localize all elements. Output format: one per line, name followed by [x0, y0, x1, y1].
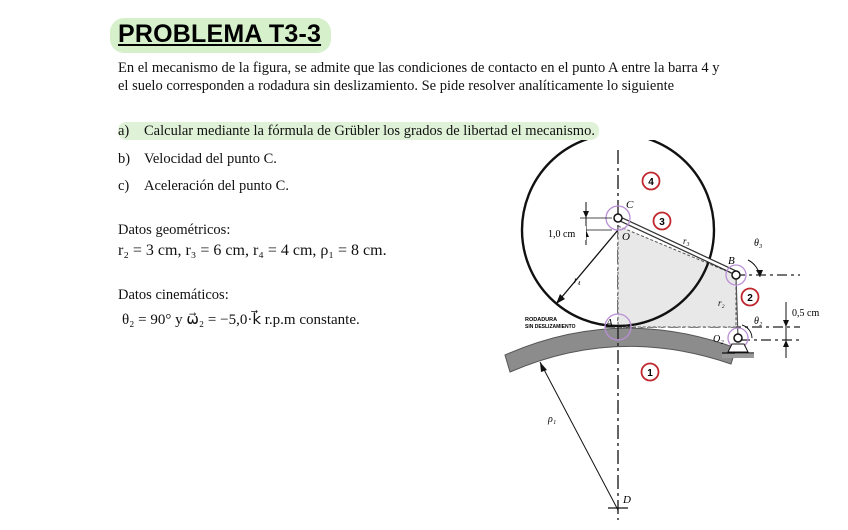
joint-o2 — [734, 334, 742, 342]
a-label: A — [606, 317, 613, 329]
question-c — [118, 177, 293, 195]
sin-deslizamiento-note: SIN DESLIZAMIENTO — [525, 324, 576, 330]
geometric-data-label: Datos geométricos: — [118, 222, 231, 238]
question-a-text: Calcular mediante la fórmula de Grübler los grados de libertad el mecanismo. — [144, 123, 595, 139]
rho1-label: ρ₁ — [548, 414, 557, 425]
ground-curve — [505, 328, 736, 372]
intro-paragraph: En el mecanismo de la figura, se admite que las condiciones de contacto en el punto A entre la barra 4 y el suelo corresponden a rodadura sin deslizamiento. Se pide resolver analíticamente lo siguiente — [118, 60, 720, 94]
o-label: O — [622, 231, 630, 243]
question-a-tag: a) — [118, 123, 130, 139]
question-b — [118, 150, 281, 168]
r2-label: r₂ — [718, 298, 725, 308]
kinematic-data-label: Datos cinemáticos: — [118, 287, 229, 303]
rodadura-note: RODADURA — [525, 317, 558, 323]
shaded-region — [618, 226, 736, 327]
question-b-text: Velocidad del punto C. — [144, 151, 277, 167]
o2-support — [728, 344, 748, 352]
badge-3-text: 3 — [659, 217, 665, 228]
page-title: PROBLEMA T3-3 — [118, 20, 322, 48]
radius-r4 — [556, 230, 618, 304]
o2-label: O₂ — [713, 334, 724, 345]
mechanism-figure — [500, 140, 840, 525]
theta2-label: θ₂ — [754, 316, 763, 327]
question-a — [118, 122, 599, 140]
question-c-text: Aceleración del punto C. — [144, 178, 289, 194]
badge-link-1 — [642, 364, 659, 381]
b-label: B — [728, 255, 735, 267]
radius-rho1 — [540, 362, 618, 510]
c-label: C — [626, 199, 634, 211]
kinematic-data-formula: θ₂ = 90° y ω⃗₂ = −5,0·k⃗ r.p.m constante. — [122, 312, 360, 328]
title-highlight — [110, 18, 331, 53]
theta3-label: θ₃ — [754, 238, 763, 249]
joint-c — [614, 214, 622, 222]
dim-1cm-label: 1,0 cm — [548, 229, 576, 240]
badge-1-text: 1 — [647, 368, 653, 379]
question-b-tag: b) — [118, 151, 131, 167]
dim-05cm-label: 0,5 cm — [792, 308, 820, 319]
geometric-data-formula: r₂ = 3 cm, r₃ = 6 cm, r₄ = 4 cm, ρ₁ = 8 cm. — [118, 242, 387, 259]
badge-2-text: 2 — [747, 293, 753, 304]
r3-label: r₃ — [683, 236, 690, 246]
question-c-tag: c) — [118, 178, 130, 194]
badge-link-4 — [643, 173, 660, 190]
d-label: D — [623, 494, 631, 506]
badge-4-text: 4 — [648, 177, 654, 188]
r4-label: r₄ — [574, 275, 581, 285]
badge-link-2 — [742, 289, 759, 306]
joint-b — [732, 271, 740, 279]
badge-link-3 — [654, 213, 671, 230]
